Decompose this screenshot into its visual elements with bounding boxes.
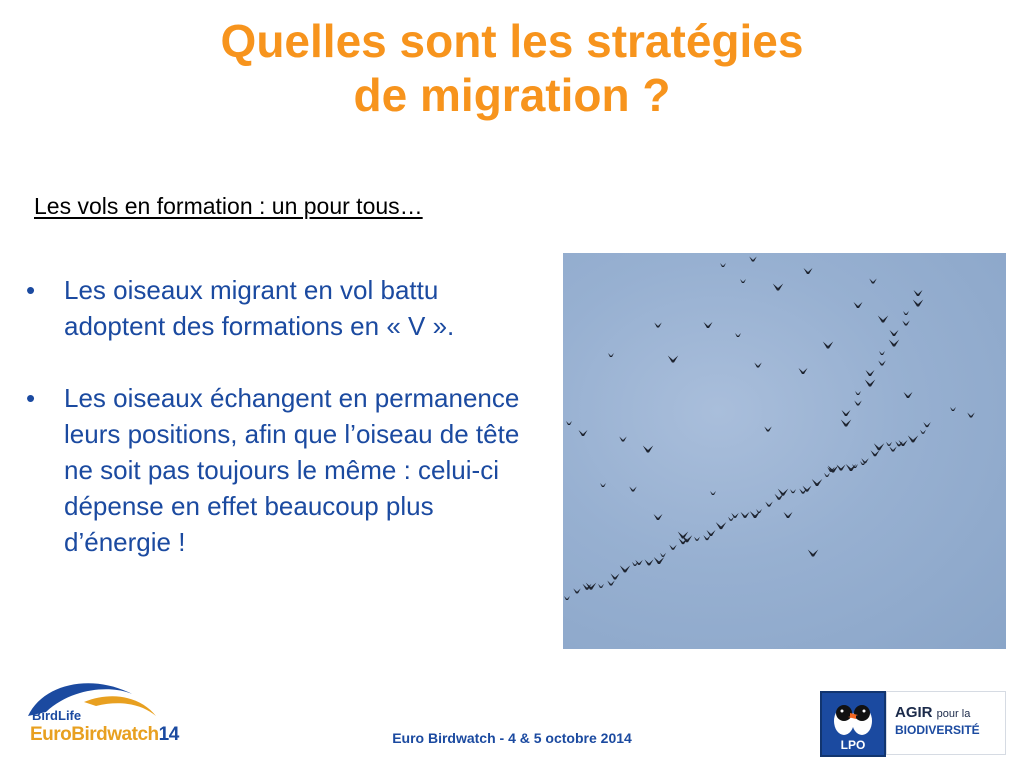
birds-formation-photo <box>563 253 1006 649</box>
bird-silhouette <box>749 257 757 262</box>
footer-caption: Euro Birdwatch - 4 & 5 octobre 2014 <box>392 730 632 746</box>
bird-silhouette <box>890 330 899 336</box>
bird-silhouette <box>950 407 956 411</box>
bird-silhouette <box>573 588 581 593</box>
title-line-1: Quelles sont les stratégies <box>220 15 804 67</box>
bird-silhouette <box>865 380 876 387</box>
bird-silhouette <box>866 370 875 376</box>
bird-silhouette <box>764 427 772 432</box>
bird-silhouette <box>908 435 919 442</box>
bird-silhouette <box>643 446 654 453</box>
bird-silhouette <box>607 580 615 585</box>
bird-silhouette <box>678 532 689 539</box>
bird-silhouette <box>889 340 900 347</box>
bullet-text-2: Les oiseaux échangent en permanence leurs positions, afin que l’oiseau de tête ne soit pas toujours le même : celui-ci dépense en effet beaucoup plus d’énergie ! <box>64 383 520 557</box>
bird-silhouette <box>731 513 739 518</box>
bird-silhouette <box>564 596 570 600</box>
lpo-label: LPO <box>840 738 866 752</box>
bird-silhouette <box>600 483 606 487</box>
slide-subtitle: Les vols en formation : un pour tous… <box>34 193 423 219</box>
bird-silhouette <box>902 321 910 326</box>
bird-silhouette <box>823 342 834 349</box>
bird-silhouette <box>741 512 750 518</box>
agir-word: AGIR <box>895 704 933 721</box>
bird-silhouette <box>889 447 897 452</box>
bullet-item-2 <box>26 380 526 560</box>
bird-silhouette <box>914 290 923 296</box>
bullet-text-1: Les oiseaux migrant en vol battu adoptent des formations en « V ». <box>64 275 455 341</box>
agir-small: pour la <box>936 708 971 720</box>
bird-silhouette <box>879 351 885 355</box>
bird-silhouette <box>799 368 808 374</box>
bird-silhouette <box>904 392 913 398</box>
birdlife-label: BirdLife <box>32 708 82 723</box>
bird-silhouette <box>720 263 726 267</box>
bird-silhouette <box>620 565 631 572</box>
bullet-icon: • <box>26 275 36 305</box>
bird-silhouette <box>668 356 679 363</box>
bird-silhouette <box>773 284 784 291</box>
bird-silhouette <box>842 410 851 416</box>
title-line-2: de migration ? <box>353 69 671 121</box>
bird-silhouette <box>694 537 700 541</box>
bird-silhouette <box>754 363 762 368</box>
bird-silhouette <box>645 559 654 565</box>
bird-silhouette <box>903 311 909 315</box>
lpo-logo <box>820 691 886 757</box>
bird-silhouette <box>654 514 663 520</box>
bird-silhouette <box>598 584 604 588</box>
bird-silhouette <box>660 553 666 557</box>
bird-silhouette <box>707 530 716 536</box>
bird-silhouette <box>824 473 830 477</box>
bird-silhouette <box>841 420 852 427</box>
bird-silhouette <box>967 413 975 418</box>
bird-silhouette <box>566 421 572 425</box>
agir-label <box>895 704 970 721</box>
bullet-icon: • <box>26 383 36 413</box>
bird-silhouette <box>803 486 812 492</box>
bullet-item-1 <box>26 272 526 344</box>
bird-silhouette <box>855 391 861 395</box>
bird-silhouette <box>878 316 889 323</box>
bird-silhouette <box>854 302 863 308</box>
bird-silhouette <box>611 573 620 579</box>
bullet-list <box>26 272 526 596</box>
bird-silhouette <box>778 489 789 496</box>
bird-silhouette <box>608 353 614 357</box>
eurobirdwatch-year: 14 <box>158 724 179 745</box>
bird-silhouette <box>629 487 637 492</box>
biodiversite-label: BIODIVERSITÉ <box>895 723 980 737</box>
puffin-icon <box>822 695 884 741</box>
bird-silhouette <box>756 509 762 513</box>
eurobirdwatch-word: EuroBirdwatch <box>30 724 159 745</box>
bird-silhouette <box>704 322 713 328</box>
bird-silhouette <box>654 323 662 328</box>
bird-silhouette <box>716 522 727 529</box>
bird-silhouette <box>735 333 741 337</box>
bird-silhouette <box>812 479 823 486</box>
bird-silhouette <box>871 450 880 456</box>
bird-silhouette <box>837 464 846 470</box>
bird-silhouette <box>579 430 588 436</box>
bird-silhouette <box>923 422 931 427</box>
bird-silhouette <box>784 512 793 518</box>
bird-silhouette <box>703 535 711 540</box>
bird-silhouette <box>878 361 886 366</box>
bird-silhouette <box>808 550 819 557</box>
bird-silhouette <box>765 502 773 507</box>
bird-silhouette <box>669 545 677 550</box>
bird-silhouette <box>920 430 926 434</box>
bird-silhouette <box>728 517 734 521</box>
bird-silhouette <box>740 279 746 283</box>
bird-silhouette <box>710 491 716 495</box>
bird-silhouette <box>790 489 796 493</box>
birds-flock-image <box>563 253 1006 649</box>
slide-title <box>0 14 1024 122</box>
bird-silhouette <box>886 442 892 446</box>
bird-silhouette <box>804 268 813 274</box>
bird-silhouette <box>869 279 877 284</box>
bird-silhouette <box>913 300 924 307</box>
bird-silhouette <box>854 401 862 406</box>
agir-biodiversite-logo <box>886 691 1006 755</box>
bird-silhouette <box>654 557 665 564</box>
bird-silhouette <box>619 437 627 442</box>
bird-silhouette <box>874 443 885 450</box>
